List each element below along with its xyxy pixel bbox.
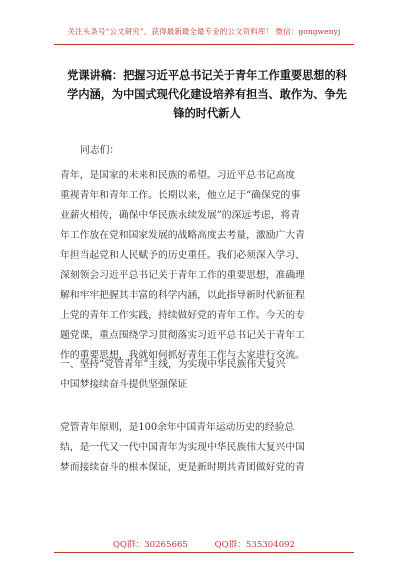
header-banner: 关注头条号“公文研究”，获得最新最全最专业的公文资料库！ 微信：gongwenyj: [67, 27, 341, 36]
paragraph-line: 业薪火相传，确保中华民族永续发展”的深远考虑，将青: [60, 210, 301, 221]
paragraph-1: [60, 166, 356, 366]
paragraph-line: 青年，是国家的未来和民族的希望。习近平总书记高度: [60, 170, 296, 181]
paragraph-line: 年担当起党和人民赋予的历史重任。我们必须深入学习、: [60, 250, 305, 261]
paragraph-line: 深刻领会习近平总书记关于青年工作的重要思想，准确理: [60, 270, 305, 281]
footer: [0, 538, 408, 550]
paragraph-line: 解和牢牢把握其丰富的科学内涵，以此指导新时代新征程: [60, 290, 305, 301]
paragraph-line: 党管青年原则，是100余年中国青年运动历史的经验总: [60, 422, 295, 433]
document-title: [62, 66, 352, 123]
title-line: 党课讲稿：把握习近平总书记关于青年工作重要思想的科: [67, 68, 347, 82]
paragraph-line: 上党的青年工作实践，持续做好党的青年工作。今天的专: [60, 310, 305, 321]
greeting: [60, 141, 356, 161]
greeting-text: 同志们：: [80, 145, 120, 156]
heading-line: 中国梦接续奋斗提供坚强保证: [60, 379, 188, 390]
section-heading-1: [60, 355, 356, 395]
title-line: 锋的时代新人: [173, 106, 241, 120]
footer-qq-group-2: QQ群：535304092: [214, 540, 296, 550]
heading-line: 一、坚持“党管青年”主线，为实现中华民族伟大复兴: [60, 359, 286, 370]
paragraph-line: 梦而接续奋斗的根本保证，更是新时期共青团做好党的青: [60, 462, 305, 473]
paragraph-line: 年工作放在党和国家发展的战略高度去考量，激励广大青: [60, 230, 305, 241]
paragraph-line: 作的重要思想，我就如何抓好青年工作与大家进行交流。: [60, 350, 305, 361]
paragraph-2: [60, 418, 356, 478]
paragraph-line: 结，是一代又一代中国青年为实现中华民族伟大复兴中国: [60, 442, 305, 453]
paragraph-line: 重视青年和青年工作。长期以来，他立足于“确保党的事: [60, 190, 301, 201]
footer-divider: [54, 552, 354, 553]
paragraph-line: 题党课，重点围绕学习贯彻落实习近平总书记关于青年工: [60, 330, 305, 341]
title-line: 学内涵，为中国式现代化建设培养有担当、敢作为、争先: [67, 87, 347, 101]
footer-qq-group-1: QQ群：30265665: [112, 540, 188, 550]
header-divider: [54, 44, 354, 45]
